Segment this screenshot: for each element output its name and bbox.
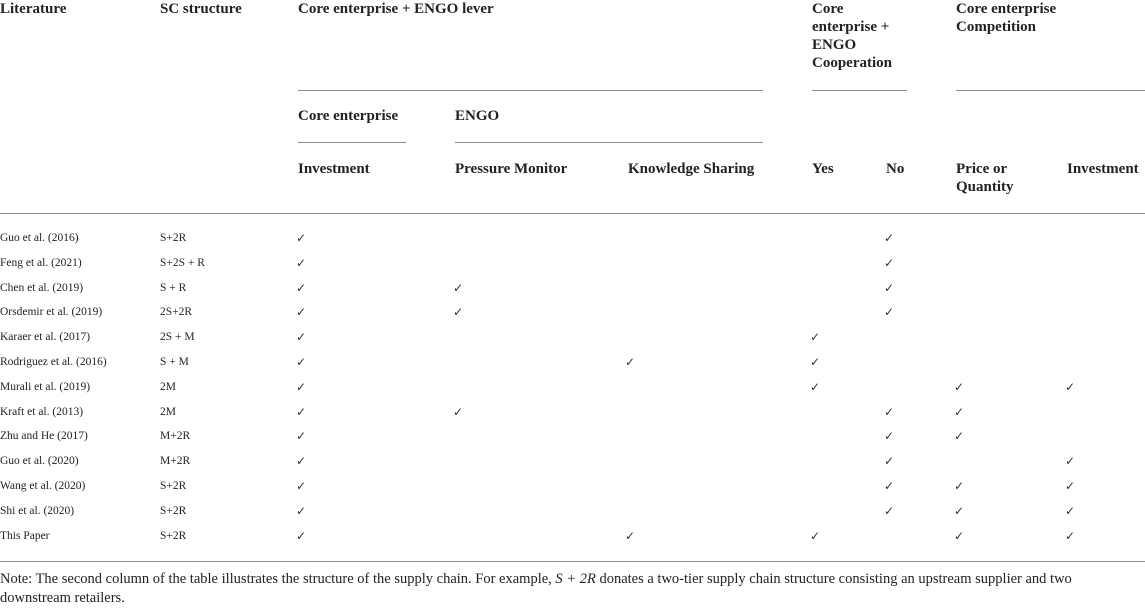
cell-literature: Chen et al. (2019) bbox=[0, 281, 84, 294]
note-text-start: Note: The second column of the table illustrates the structure of the supply chain. For example, bbox=[0, 571, 556, 587]
engo-subgroup-rule bbox=[455, 142, 763, 143]
col-header-literature: Literature bbox=[0, 1, 67, 17]
check-investment-icon: ✓ bbox=[296, 305, 307, 320]
group-header-competition-line-2: Competition bbox=[956, 19, 1036, 35]
check-investment-icon: ✓ bbox=[296, 255, 307, 270]
cell-literature: Shi et al. (2020) bbox=[0, 504, 75, 517]
cell-sc-structure: 2M bbox=[160, 405, 176, 418]
cell-literature: Wang et al. (2020) bbox=[0, 480, 86, 492]
cell-literature: Guo et al. (2016) bbox=[0, 232, 79, 244]
cell-literature: Kraft et al. (2013) bbox=[0, 405, 84, 418]
note-text-end: donates a two-tier supply chain structure consisting an upstream supplier and two downstream retailers. bbox=[0, 571, 1072, 606]
cell-literature: Rodriguez et al. (2016) bbox=[0, 356, 107, 368]
check-competition-investment-icon: ✓ bbox=[1065, 379, 1076, 394]
check-cooperation-no-icon: ✓ bbox=[884, 231, 895, 245]
core-enterprise-subgroup-rule bbox=[298, 142, 406, 143]
table-note bbox=[0, 570, 1145, 608]
group-header-competition bbox=[956, 0, 1056, 36]
check-price-or-quantity-icon: ✓ bbox=[954, 528, 965, 543]
check-price-or-quantity-icon: ✓ bbox=[954, 503, 965, 518]
check-cooperation-no-icon: ✓ bbox=[884, 454, 895, 469]
col-header-knowledge-sharing: Knowledge Sharing bbox=[628, 161, 755, 177]
cell-literature: Zhu and He (2017) bbox=[0, 430, 88, 443]
cell-sc-structure: S+2R bbox=[160, 504, 187, 517]
check-cooperation-no-icon: ✓ bbox=[884, 429, 895, 444]
cell-sc-structure: 2S+2R bbox=[160, 306, 193, 319]
check-cooperation-no-icon: ✓ bbox=[884, 280, 895, 295]
col-header-investment: Investment bbox=[298, 161, 370, 177]
cell-sc-structure: S+2S + R bbox=[160, 256, 205, 269]
check-investment-icon: ✓ bbox=[296, 280, 307, 295]
check-price-or-quantity-icon: ✓ bbox=[954, 429, 965, 444]
cell-sc-structure: S+2R bbox=[160, 529, 187, 542]
cell-sc-structure: S + R bbox=[160, 281, 187, 294]
note-formula: S + 2R bbox=[555, 571, 596, 587]
check-pressure-monitor-icon: ✓ bbox=[453, 404, 464, 419]
cell-sc-structure: S+2R bbox=[160, 232, 187, 244]
check-competition-investment-icon: ✓ bbox=[1065, 503, 1076, 518]
group-header-cooperation-line-1: Core bbox=[812, 1, 844, 17]
check-cooperation-no-icon: ✓ bbox=[884, 503, 895, 518]
cooperation-group-rule bbox=[812, 90, 907, 91]
check-cooperation-yes-icon: ✓ bbox=[810, 355, 821, 369]
cell-literature: Guo et al. (2020) bbox=[0, 455, 79, 468]
check-pressure-monitor-icon: ✓ bbox=[453, 280, 464, 295]
check-price-or-quantity-icon: ✓ bbox=[954, 379, 965, 394]
check-investment-icon: ✓ bbox=[296, 503, 307, 518]
subgroup-header-core-enterprise: Core enterprise bbox=[298, 108, 399, 124]
cell-sc-structure: 2S + M bbox=[160, 331, 195, 344]
check-cooperation-no-icon: ✓ bbox=[884, 404, 895, 419]
check-knowledge-sharing-icon: ✓ bbox=[625, 355, 636, 369]
check-investment-icon: ✓ bbox=[296, 355, 307, 369]
col-header-competition-investment: Investment bbox=[1067, 161, 1139, 177]
col-header-no: No bbox=[886, 161, 905, 177]
group-header-cooperation-line-4: Cooperation bbox=[812, 55, 892, 71]
competition-group-rule bbox=[956, 90, 1145, 91]
check-price-or-quantity-icon: ✓ bbox=[954, 404, 965, 419]
check-cooperation-yes-icon: ✓ bbox=[810, 379, 821, 394]
group-header-cooperation-line-3: ENGO bbox=[812, 37, 857, 53]
check-investment-icon: ✓ bbox=[296, 404, 307, 419]
cell-sc-structure: M+2R bbox=[160, 455, 191, 468]
cell-sc-structure: S + M bbox=[160, 356, 189, 368]
cell-literature: Feng et al. (2021) bbox=[0, 256, 82, 269]
check-cooperation-yes-icon: ✓ bbox=[810, 528, 821, 543]
group-header-cooperation-line-2: enterprise + bbox=[812, 19, 890, 35]
check-investment-icon: ✓ bbox=[296, 429, 307, 444]
group-header-competition-line-1: Core enterprise bbox=[956, 1, 1057, 17]
group-header-cooperation bbox=[812, 0, 892, 72]
col-header-sc-structure: SC structure bbox=[160, 1, 242, 17]
col-header-price-line-1: Price or bbox=[956, 161, 1008, 177]
check-cooperation-yes-icon: ✓ bbox=[810, 330, 821, 345]
check-competition-investment-icon: ✓ bbox=[1065, 454, 1076, 469]
check-investment-icon: ✓ bbox=[296, 479, 307, 493]
check-investment-icon: ✓ bbox=[296, 528, 307, 543]
check-investment-icon: ✓ bbox=[296, 454, 307, 469]
col-header-pressure-monitor: Pressure Monitor bbox=[455, 161, 568, 177]
cell-literature: This Paper bbox=[0, 529, 50, 542]
cell-literature: Orsdemir et al. (2019) bbox=[0, 306, 103, 319]
check-pressure-monitor-icon: ✓ bbox=[453, 305, 464, 320]
check-cooperation-no-icon: ✓ bbox=[884, 479, 895, 493]
check-cooperation-no-icon: ✓ bbox=[884, 255, 895, 270]
cell-literature: Karaer et al. (2017) bbox=[0, 331, 91, 344]
col-header-price-line-2: Quantity bbox=[956, 179, 1014, 195]
header-bottom-rule bbox=[0, 213, 1145, 214]
check-investment-icon: ✓ bbox=[296, 379, 307, 394]
check-investment-icon: ✓ bbox=[296, 231, 307, 245]
check-investment-icon: ✓ bbox=[296, 330, 307, 345]
table-bottom-rule bbox=[0, 561, 1145, 562]
cell-sc-structure: M+2R bbox=[160, 430, 191, 443]
cell-sc-structure: S+2R bbox=[160, 480, 187, 492]
check-competition-investment-icon: ✓ bbox=[1065, 479, 1076, 493]
check-knowledge-sharing-icon: ✓ bbox=[625, 528, 636, 543]
col-header-yes: Yes bbox=[812, 161, 834, 177]
subgroup-header-engo: ENGO bbox=[455, 108, 500, 124]
check-price-or-quantity-icon: ✓ bbox=[954, 479, 965, 493]
cell-sc-structure: 2M bbox=[160, 380, 176, 393]
lever-group-rule bbox=[298, 90, 763, 91]
check-cooperation-no-icon: ✓ bbox=[884, 305, 895, 320]
check-competition-investment-icon: ✓ bbox=[1065, 528, 1076, 543]
cell-literature: Murali et al. (2019) bbox=[0, 380, 91, 393]
group-header-lever: Core enterprise + ENGO lever bbox=[298, 1, 494, 17]
col-header-price-or-quantity bbox=[956, 160, 1014, 196]
